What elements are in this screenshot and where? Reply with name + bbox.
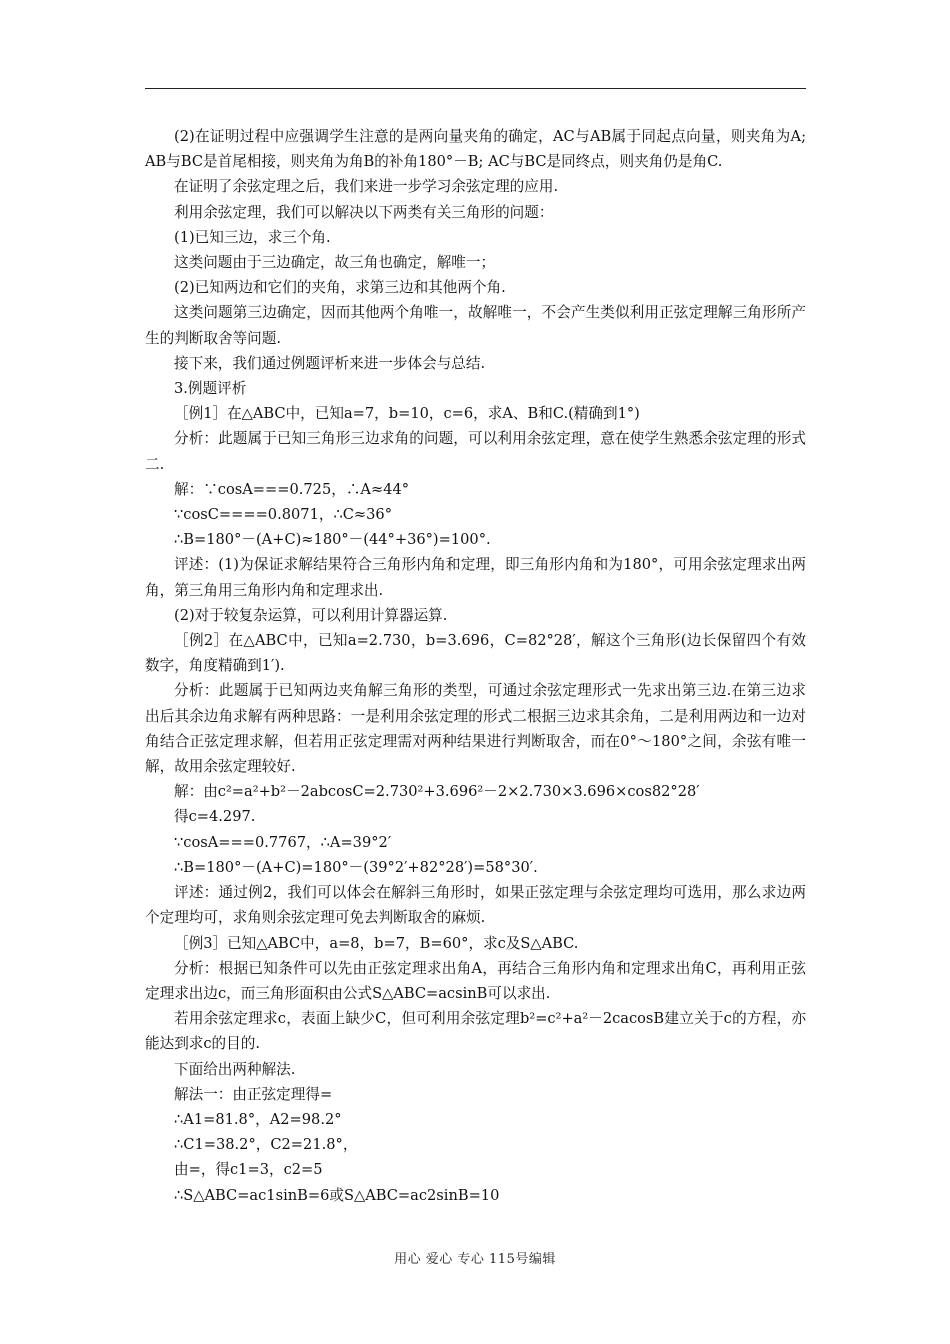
solution-line: 解：∵cosA===0.725，∴A≈44°: [174, 480, 410, 498]
solution-line: ∵cosC====0.8071，∴C≈36°: [174, 506, 393, 524]
header-rule: [145, 88, 806, 89]
document-body: [145, 124, 806, 1208]
solution-line: ∴A1=81.8°，A2=98.2°: [174, 1110, 342, 1128]
paragraph: (1)已知三边，求三个角.: [174, 228, 331, 246]
paragraph: 这类问题由于三边确定，故三角也确定，解唯一；: [174, 254, 496, 272]
paragraph: (2)对于较复杂运算，可以利用计算器运算.: [174, 606, 448, 624]
solution-line: ∴B=180°－(A+C)≈180°－(44°+36°)=100°.: [174, 531, 491, 549]
paragraph: 在证明了余弦定理之后，我们来进一步学习余弦定理的应用.: [174, 178, 559, 196]
paragraph: 分析：此题属于已知三角形三边求角的问题，可以利用余弦定理，意在使学生熟悉余弦定理的形式二.: [145, 430, 806, 473]
solution-line: 解法一：由正弦定理得=: [174, 1085, 333, 1103]
paragraph: 下面给出两种解法.: [174, 1060, 296, 1078]
solution-line: 由=，得c1=3，c2=5: [174, 1161, 323, 1179]
solution-line: ∴B=180°－(A+C)=180°－(39°2′+82°28′)=58°30′.: [174, 858, 538, 876]
example-2-statement: ［例2］在△ABC中，已知a=2.730，b=3.696，C=82°28′，解这个三角形(边长保留四个有效数字，角度精确到1′).: [145, 632, 806, 675]
example-3-statement: ［例3］已知△ABC中，a=8，b=7，B=60°，求c及S△ABC.: [174, 934, 579, 952]
paragraph: 这类问题第三边确定，因而其他两个角唯一，故解唯一，不会产生类似利用正弦定理解三角形所产生的判断取舍等问题.: [145, 304, 806, 347]
solution-line: ∵cosA===0.7767，∴A=39°2′: [174, 833, 392, 851]
paragraph: (2)已知两边和它们的夹角，求第三边和其他两个角.: [174, 279, 506, 297]
paragraph: 若用余弦定理求c，表面上缺少C，但可利用余弦定理b²=c²+a²－2cacosB建立关于c的方程，亦能达到求c的目的.: [145, 1010, 806, 1053]
paragraph: (2)在证明过程中应强调学生注意的是两向量夹角的确定，AC与AB属于同起点向量，则夹角为A; AB与BC是首尾相接，则夹角为角B的补角180°－B; AC与BC是同终点，则夹角仍是角C.: [145, 128, 806, 171]
section-heading: 3.例题评析: [174, 380, 247, 398]
solution-line: ∴C1=38.2°，C2=21.8°，: [174, 1136, 358, 1154]
paragraph: 评述：通过例2，我们可以体会在解斜三角形时，如果正弦定理与余弦定理均可选用，那么求边两个定理均可，求角则余弦定理可免去判断取舍的麻烦.: [145, 884, 806, 927]
paragraph: 接下来，我们通过例题评析来进一步体会与总结.: [174, 354, 486, 372]
solution-line: 得c=4.297.: [174, 808, 256, 826]
paragraph: 分析：根据已知条件可以先由正弦定理求出角A，再结合三角形内角和定理求出角C，再利用正弦定理求出边c，而三角形面积由公式S△ABC=acsinB可以求出.: [145, 959, 806, 1002]
solution-line: 解：由c²=a²+b²－2abcosC=2.730²+3.696²－2×2.730×3.696×cos82°28′: [174, 783, 700, 801]
paragraph: 评述：(1)为保证求解结果符合三角形内角和定理，即三角形内角和为180°，可用余弦定理求出两角，第三角用三角形内角和定理求出.: [145, 556, 806, 599]
paragraph: 利用余弦定理，我们可以解决以下两类有关三角形的问题：: [174, 203, 554, 221]
paragraph: 分析：此题属于已知两边夹角解三角形的类型，可通过余弦定理形式一先求出第三边.在第三边求出后其余边角求解有两种思路：一是利用余弦定理的形式二根据三边求其余角，二是利用两边和一边对角结合正弦定理求解，但若用正弦定理需对两种结果进行判断取舍，而在0°～180°之间，余弦有唯一解，故用余弦定理较好.: [145, 682, 806, 776]
page-footer: 用心 爱心 专心 115号编辑: [394, 1252, 556, 1267]
example-1-statement: ［例1］在△ABC中，已知a=7，b=10，c=6，求A、B和C.(精确到1°): [174, 405, 640, 423]
solution-line: ∴S△ABC=ac1sinB=6或S△ABC=ac2sinB=10: [174, 1186, 500, 1204]
